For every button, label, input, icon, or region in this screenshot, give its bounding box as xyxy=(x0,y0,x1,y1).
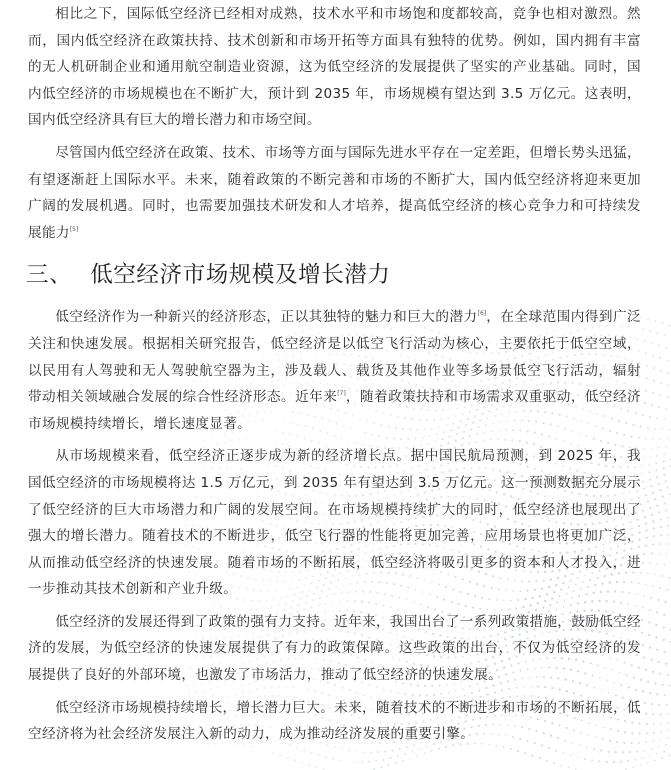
citation-ref-6: [6] xyxy=(477,310,487,318)
citation-ref-5: [5] xyxy=(69,225,79,233)
paragraph-intl-comparison: 相比之下，国际低空经济已经相对成熟，技术水平和市场饱和度都较高，竞争也相对激烈。然而，国内低空经济在政策扶持、技术创新和市场开拓等方面具有独特的优势。例如，国内拥有丰富的无人机研制企业和通用航空制造业资源，这为低空经济的发展提供了坚实的产业基础。同时，国内低空经济的市场规模也在不断扩大，预计到 2035 年，市场规模有望达到 3.5 万亿元。这表明，国内低空经济具有巨大的增长潜力和市场空间。 xyxy=(28,6,641,129)
citation-ref-7: [7] xyxy=(337,390,346,398)
paragraph-definition xyxy=(28,304,641,437)
paragraph-conclusion: 低空经济市场规模持续增长，增长潜力巨大。未来，随着技术的不断进步和市场的不断拓展，低空经济将为社会经济发展注入新的动力，成为推动经济发展的重要引擎。 xyxy=(28,699,641,743)
paragraph-outlook-text: 尽管国内低空经济在政策、技术、市场等方面与国际先进水平存在一定差距，但增长势头迅猛，有望逐渐赶上国际水平。未来，随着政策的不断完善和市场的不断扩大，国内低空经济将迎来更加广阔的发展机遇。同时，也需要加强技术研发和人才培养，提高低空经济的核心竞争力和可持续发展能力 xyxy=(28,144,641,241)
paragraph-policy-support: 低空经济的发展还得到了政策的强有力支持。近年来，我国出台了一系列政策措施，鼓励低空经济的发展，为低空经济的快速发展提供了有力的政策保障。这些政策的出台，不仅为低空经济的发展提供了良好的外部环境，也激发了市场活力，推动了低空经济的快速发展。 xyxy=(28,613,641,684)
paragraph-definition-part2: ，在全球范围内得到广泛关注和快速发展。根据相关研究报告，低空经济是以低空飞行活动为核心，主要依托于低空空域，以民用有人驾驶和无人驾驶航空器为主，涉及载人、载货及其他作业等多场景低空飞行活动，辐射带动相关领域融合发展的综合性经济形态。近年来 xyxy=(28,309,641,406)
section-number: 三、 xyxy=(26,262,73,289)
paragraph-outlook xyxy=(28,140,641,246)
document-body xyxy=(0,1,671,748)
paragraph-definition-part3: ，随着政策扶持和市场需求双重驱动，低空经济市场规模持续增长，增长速度显著。 xyxy=(28,389,641,432)
paragraph-market-size: 从市场规模来看，低空经济正逐步成为新的经济增长点。据中国民航局预测，到 2025 年，我国低空经济的市场规模将达 1.5 万亿元，到 2035 年有望达到 3.5 万亿元。这一预测数据充分展示了低空经济的巨大市场潜力和广阔的发展空间。在市场规模持续扩大的同时，低空经济也展现出了强大的增长潜力。随着技术的不断进步，低空飞行器的性能将更加完善，应用场景也将更加广泛，从而推动低空经济的快速发展。随着市场的不断拓展，低空经济将吸引更多的资本和人才投入，进一步推动其技术创新和产业升级。 xyxy=(28,448,641,598)
paragraph-definition-part1: 低空经济作为一种新兴的经济形态，正以其独特的魅力和巨大的潜力 xyxy=(55,309,478,326)
section-title: 低空经济市场规模及增长潜力 xyxy=(90,262,391,289)
section-heading xyxy=(26,260,641,290)
